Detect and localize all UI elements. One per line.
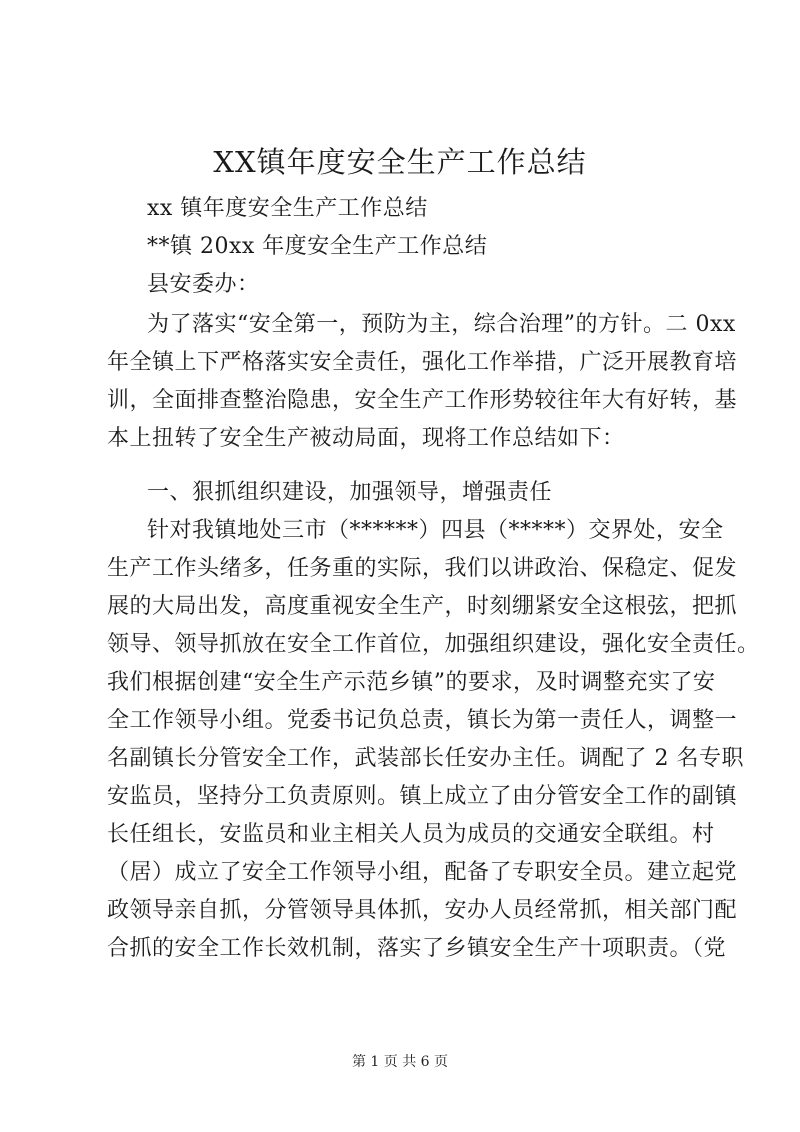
subtitle-line: xx 镇年度安全生产工作总结: [147, 196, 428, 221]
paragraph-line: （居）成立了安全工作领导小组，配备了专职安全员。建立起党: [107, 860, 738, 885]
paragraph-line: 训，全面排查整治隐患，安全生产工作形势较往年大有好转，基: [107, 388, 738, 413]
paragraph-line: 安监员，坚持分工负责原则。镇上成立了由分管安全工作的副镇: [107, 784, 738, 809]
subtitle-line: **镇 20xx 年度安全生产工作总结: [147, 234, 488, 259]
paragraph-line: 针对我镇地处三市（******）四县（*****）交界处，安全: [147, 518, 724, 543]
paragraph-line: 我们根据创建“安全生产示范乡镇”的要求，及时调整充实了安: [107, 670, 716, 695]
paragraph-line: 领导、领导抓放在安全工作首位，加强组织建设，强化安全责任。: [107, 632, 760, 657]
salutation: 县安委办：: [147, 272, 260, 297]
paragraph-line: 年全镇上下严格落实安全责任，强化工作举措，广泛开展教育培: [107, 350, 738, 375]
paragraph-line: 长任组长，安监员和业主相关人员为成员的交通安全联组。村: [107, 822, 715, 847]
paragraph-line: 全工作领导小组。党委书记负总责，镇长为第一责任人，调整一: [107, 708, 738, 733]
page-footer: 第 1 页 共 6 页: [351, 1054, 449, 1070]
paragraph-line: 为了落实“安全第一，预防为主，综合治理”的方针。二 0xx: [147, 312, 736, 337]
paragraph-line: 名副镇长分管安全工作，武装部长任安办主任。调配了 2 名专职: [107, 746, 744, 771]
paragraph-line: 展的大局出发，高度重视安全生产，时刻绷紧安全这根弦，把抓: [107, 594, 738, 619]
paragraph-line: 生产工作头绪多，任务重的实际，我们以讲政治、保稳定、促发: [107, 556, 738, 581]
section-heading: 一、狠抓组织建设，加强领导，增强责任: [147, 480, 553, 505]
paragraph-line: 本上扭转了安全生产被动局面，现将工作总结如下：: [107, 426, 625, 451]
document-title: XX镇年度安全生产工作总结: [213, 145, 587, 179]
paragraph-line: 合抓的安全工作长效机制，落实了乡镇安全生产十项职责。（党: [107, 936, 727, 961]
paragraph-line: 政领导亲自抓，分管领导具体抓，安办人员经常抓，相关部门配: [107, 898, 738, 923]
